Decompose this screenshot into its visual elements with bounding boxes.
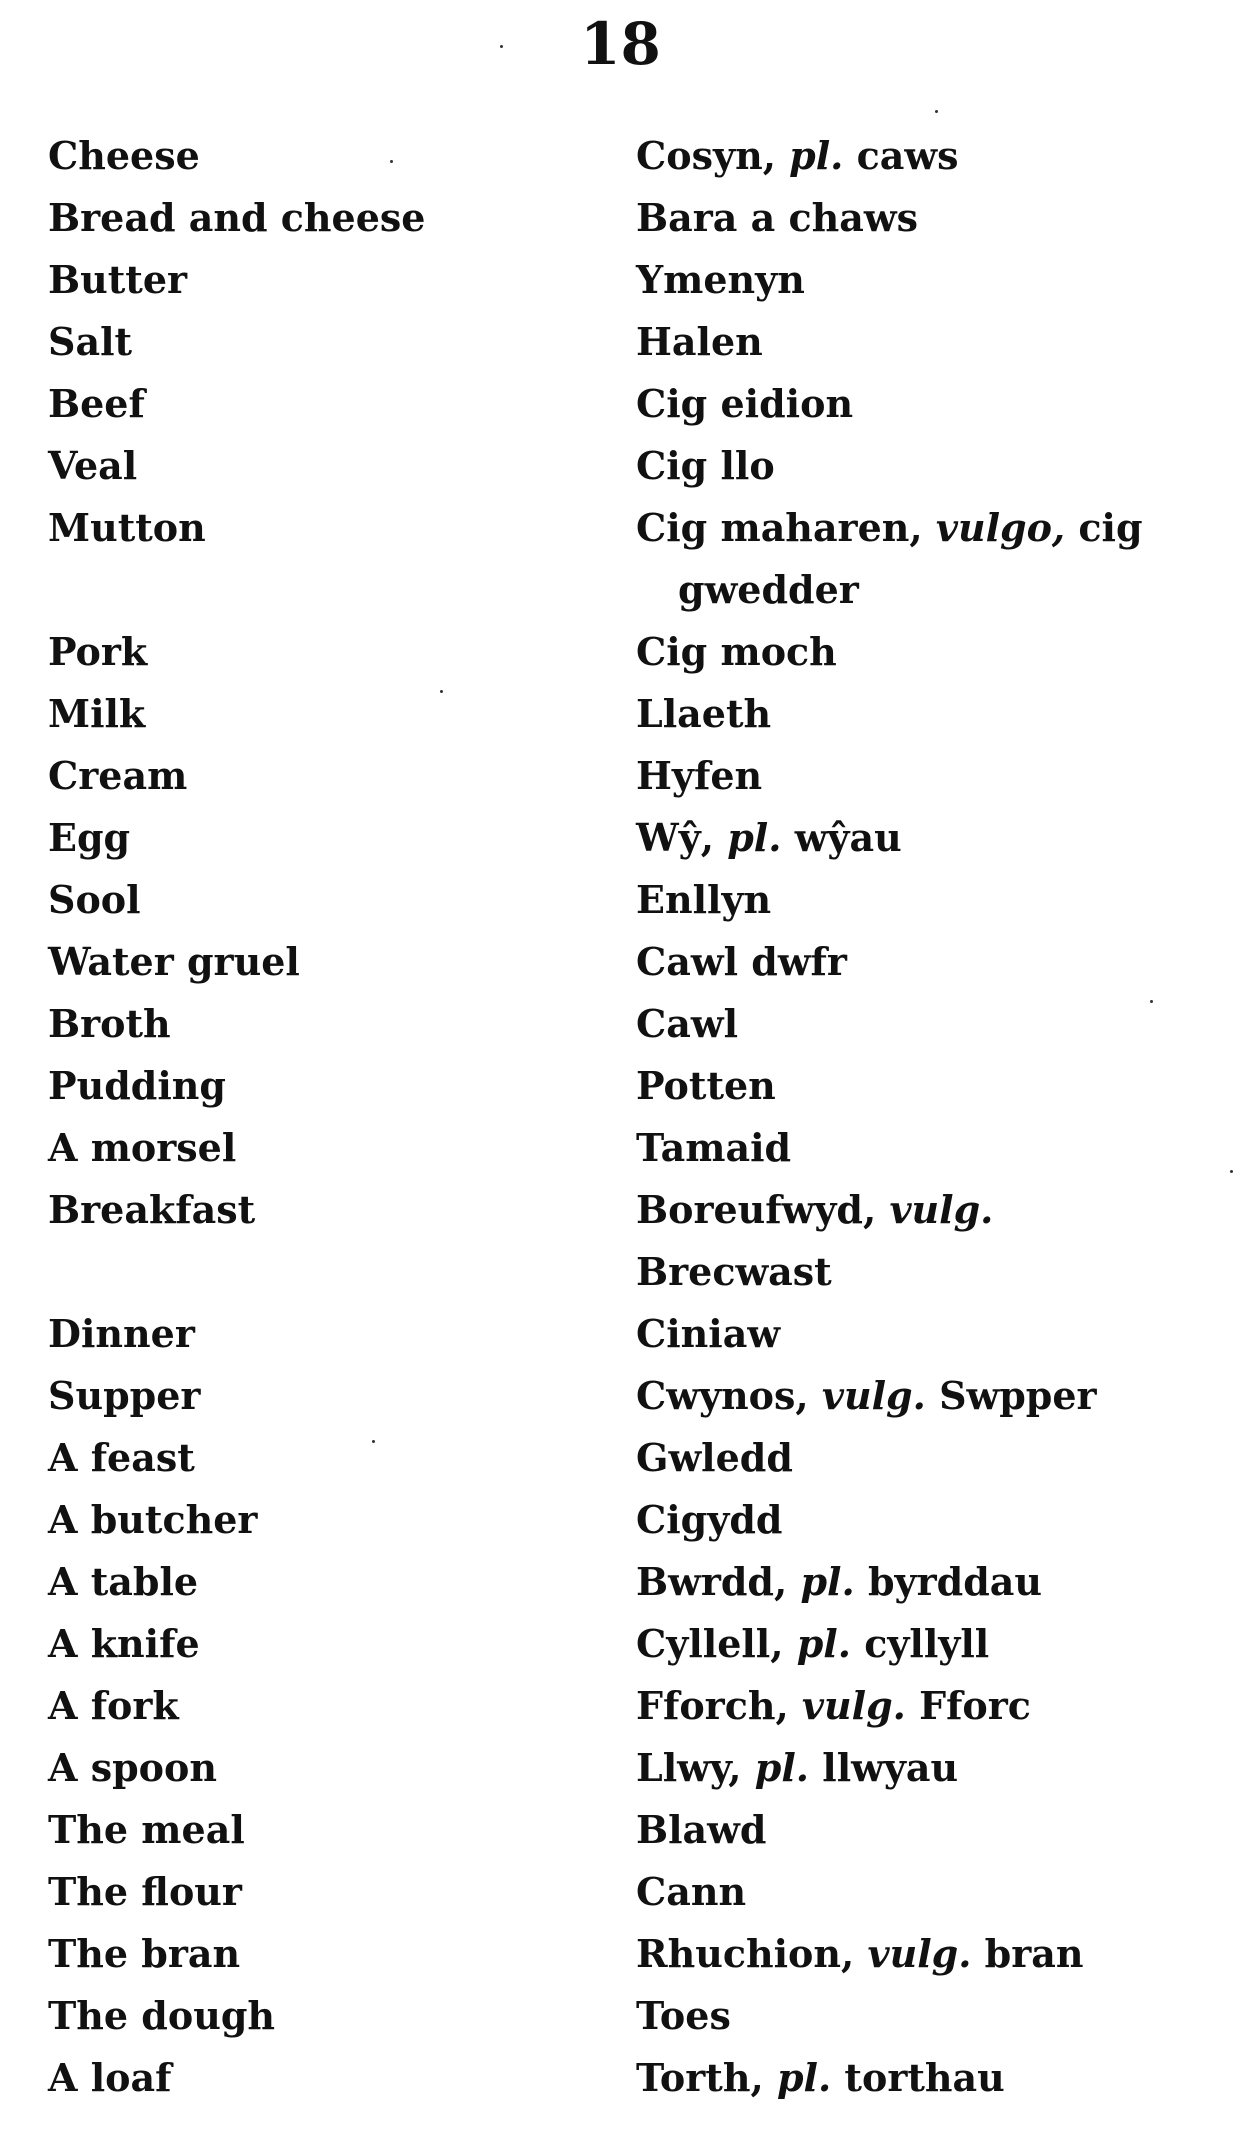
ink-speck [390,160,393,163]
page-number: 18 [580,10,661,78]
english-term: Cream [48,753,188,798]
welsh-word: Cig moch [636,629,837,674]
welsh-word: Toes [636,1993,731,2038]
english-term: The meal [48,1807,245,1852]
welsh-translation [636,1985,1198,2047]
vocab-row [48,621,1198,683]
vocabulary-list [48,125,1198,2109]
welsh-word: Llwy, [636,1745,742,1790]
english-term: Broth [48,1001,171,1046]
english-term: Water gruel [48,939,300,984]
english-term: Milk [48,691,146,736]
welsh-translation [636,1303,1198,1365]
english-term: Bread and cheese [48,195,426,240]
english-term: Salt [48,319,133,364]
welsh-word: Cig llo [636,443,775,488]
welsh-translation [636,1489,1198,1551]
vocab-row [48,993,1198,1055]
vocab-row [48,683,1198,745]
english-term: The flour [48,1869,242,1914]
english-term: Pork [48,629,148,674]
english-term: A knife [48,1621,200,1666]
vocab-row [48,1675,1198,1737]
welsh-word: Boreufwyd, [636,1187,877,1232]
english-term: A morsel [48,1125,237,1170]
english-term: A fork [48,1683,179,1728]
english-term: A butcher [48,1497,258,1542]
abbreviation: vulg. [889,1187,994,1232]
welsh-translation [636,683,1198,745]
vocab-row [48,1985,1198,2047]
vocab-row [48,1737,1198,1799]
ink-speck [935,110,938,113]
welsh-translation [636,931,1198,993]
welsh-word: Gwledd [636,1435,793,1480]
welsh-variant: wŷau [794,815,902,860]
welsh-translation [636,373,1198,435]
vocab-row [48,497,1198,621]
vocab-row [48,1861,1198,1923]
abbreviation: vulgo, [935,505,1066,550]
welsh-word: Cwynos, [636,1373,809,1418]
welsh-translation [636,1117,1198,1179]
ink-speck [1150,1000,1153,1003]
welsh-word: Cawl dwfr [636,939,847,984]
vocab-row [48,2047,1198,2109]
welsh-variant: cyllyll [864,1621,990,1666]
vocab-row [48,931,1198,993]
vocab-row [48,1551,1198,1613]
welsh-translation [636,745,1198,807]
english-term: Cheese [48,133,200,178]
welsh-translation [636,1055,1198,1117]
ink-speck [372,1440,375,1443]
welsh-word: Cann [636,1869,747,1914]
english-term: A spoon [48,1745,217,1790]
english-term: A feast [48,1435,195,1480]
welsh-word: Enllyn [636,877,772,922]
welsh-translation [636,1613,1198,1675]
welsh-translation [636,1551,1198,1613]
vocab-row [48,1303,1198,1365]
welsh-word: Potten [636,1063,776,1108]
welsh-variant: Fforc [919,1683,1031,1728]
welsh-word: Wŷ, [636,815,714,860]
english-term: A loaf [48,2055,172,2100]
abbreviation: vulg. [821,1373,926,1418]
welsh-translation [636,249,1198,311]
vocab-row [48,249,1198,311]
english-term: Egg [48,815,131,860]
welsh-translation [636,187,1198,249]
english-term: Pudding [48,1063,226,1108]
welsh-word: Cig eidion [636,381,854,426]
welsh-variant: llwyau [822,1745,959,1790]
welsh-word: Cosyn, [636,133,776,178]
vocab-row [48,1055,1198,1117]
welsh-translation [636,621,1198,683]
welsh-variant: torthau [844,2055,1005,2100]
welsh-word: Fforch, [636,1683,789,1728]
welsh-continuation: gwedder [678,567,859,612]
welsh-variant: cig [1078,505,1143,550]
english-term: Breakfast [48,1187,256,1232]
welsh-translation [636,1179,1198,1303]
abbreviation: pl. [800,1559,855,1604]
welsh-translation [636,125,1198,187]
welsh-word: Torth, [636,2055,764,2100]
abbreviation: pl. [754,1745,810,1790]
vocab-row [48,1365,1198,1427]
welsh-word: Halen [636,319,763,364]
welsh-word: Bwrdd, [636,1559,788,1604]
vocab-row [48,1117,1198,1179]
welsh-translation [636,993,1198,1055]
ink-speck [1230,1170,1233,1173]
welsh-word: Cigydd [636,1497,783,1542]
abbreviation: vulg. [801,1683,906,1728]
ink-speck [440,690,443,693]
abbreviation: pl. [727,815,782,860]
english-term: A table [48,1559,199,1604]
welsh-translation [636,869,1198,931]
welsh-word: Blawd [636,1807,767,1852]
vocab-row [48,373,1198,435]
english-term: Beef [48,381,145,426]
vocab-row [48,435,1198,497]
welsh-variant: bran [984,1931,1084,1976]
vocab-row [48,1489,1198,1551]
english-term: Veal [48,443,138,488]
abbreviation: vulg. [867,1931,972,1976]
abbreviation: pl. [776,2055,832,2100]
welsh-word: Tamaid [636,1125,792,1170]
vocab-row [48,1427,1198,1489]
vocab-row [48,1613,1198,1675]
welsh-translation [636,1799,1198,1861]
welsh-word: Ymenyn [636,257,805,302]
welsh-word: Cawl [636,1001,739,1046]
welsh-word: Cig maharen, [636,505,923,550]
welsh-translation [636,1861,1198,1923]
welsh-variant: byrddau [867,1559,1043,1604]
welsh-variant: caws [856,133,959,178]
welsh-word: Hyfen [636,753,763,798]
english-term: The dough [48,1993,276,2038]
welsh-translation [636,311,1198,373]
vocab-row [48,1923,1198,1985]
abbreviation: pl. [796,1621,851,1666]
english-term: The bran [48,1931,241,1976]
vocab-row [48,125,1198,187]
welsh-word: Cyllell, [636,1621,784,1666]
vocab-row [48,1179,1198,1303]
welsh-translation [636,1923,1198,1985]
english-term: Dinner [48,1311,195,1356]
vocab-row [48,869,1198,931]
welsh-translation [636,1365,1198,1427]
vocab-row [48,807,1198,869]
english-term: Supper [48,1373,201,1418]
welsh-variant: Brecwast [636,1249,832,1294]
welsh-word: Ciniaw [636,1311,781,1356]
english-term: Sool [48,877,141,922]
welsh-translation [636,2047,1198,2109]
welsh-word: Llaeth [636,691,772,736]
vocab-row [48,311,1198,373]
vocab-row [48,1799,1198,1861]
welsh-translation [636,1675,1198,1737]
welsh-word: Bara a chaws [636,195,918,240]
welsh-variant: Swpper [939,1373,1097,1418]
welsh-word: Rhuchion, [636,1931,855,1976]
ink-speck [500,45,503,48]
english-term: Mutton [48,505,206,550]
vocab-row [48,187,1198,249]
welsh-translation [636,435,1198,497]
welsh-translation [636,1427,1198,1489]
abbreviation: pl. [789,133,844,178]
vocab-row [48,745,1198,807]
welsh-translation [636,807,1198,869]
welsh-translation [636,1737,1198,1799]
welsh-translation [636,497,1198,621]
english-term: Butter [48,257,188,302]
